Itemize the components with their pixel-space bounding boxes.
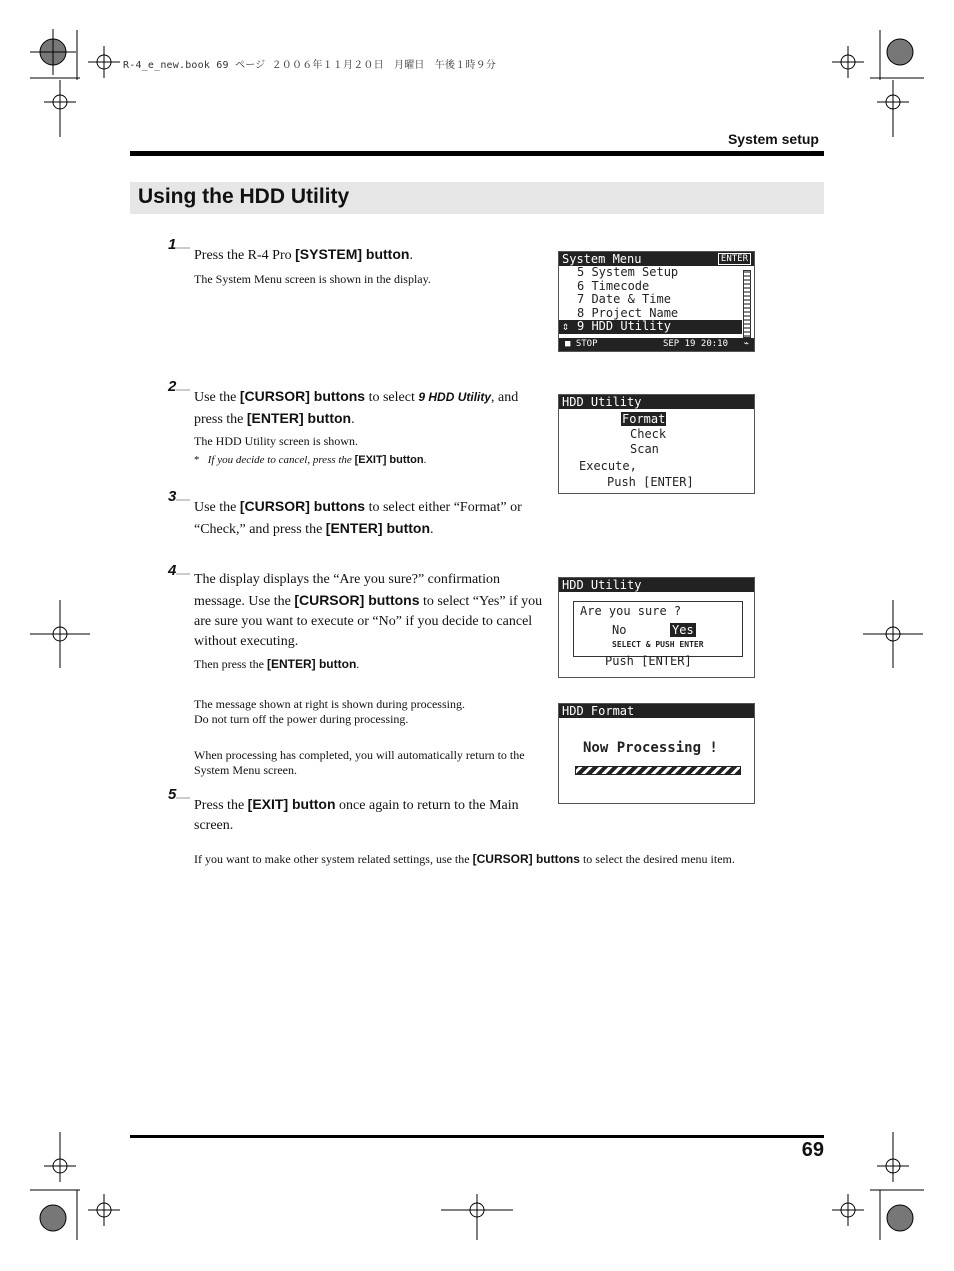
lcd-scrollbar: [743, 270, 751, 338]
push-enter-label: Push [ENTER]: [605, 654, 692, 668]
menu-item: [559, 320, 742, 334]
no-option: No: [612, 623, 627, 637]
lcd-hdd-utility: [558, 394, 755, 494]
complete-note: When processing has completed, you will automatically return to the System Menu screen.: [194, 748, 525, 777]
step-marker-icon: [168, 566, 190, 576]
step-3-text: Use the [CURSOR] buttons to select either “Format” or “Check,” and press the [ENTER] button.: [194, 498, 522, 537]
up-down-arrow-icon: ⇕: [562, 319, 570, 333]
bottom-rule: [130, 1135, 824, 1138]
step-number: 4: [168, 562, 177, 579]
option-check: Check: [630, 427, 667, 441]
lcd-status-bar: [559, 338, 754, 351]
page-title: Using the HDD Utility: [138, 185, 350, 208]
lcd-confirm: [558, 577, 755, 678]
lcd-menu-list: [559, 266, 754, 334]
lcd-option-list: [559, 409, 754, 457]
confirm-hint: SELECT & PUSH ENTER: [612, 640, 704, 649]
top-rule: [130, 151, 824, 156]
lcd-title-bar: HDD Utility: [559, 395, 754, 409]
lcd-processing: [558, 703, 755, 804]
progress-bar: [575, 766, 741, 775]
step-number: 5: [168, 786, 177, 803]
yes-option: Yes: [672, 623, 694, 637]
page-number: 69: [801, 1139, 824, 1161]
execute-label: Execute,: [579, 459, 637, 473]
step-4-then: Then press the [ENTER] button.: [194, 657, 360, 671]
lcd-title-bar: System Menu ENTER: [559, 252, 754, 266]
menu-item: 7 Date & Time: [577, 292, 671, 306]
step-number: 3: [168, 488, 177, 505]
status-datetime: SEP 19 20:10: [662, 339, 728, 349]
menu-item: 5 System Setup: [577, 265, 679, 279]
step-marker-icon: [168, 240, 190, 250]
step-marker-icon: [168, 492, 190, 502]
step-2-caution: * If you decide to cancel, press the [EXIT] button.: [194, 454, 427, 466]
lcd-title-bar: HDD Utility: [559, 578, 754, 592]
step-2-note: The HDD Utility screen is shown.: [194, 434, 358, 448]
footer-note: If you want to make other system related settings, use the [CURSOR] buttons to select the desired menu item.: [194, 852, 735, 866]
option-scan: Scan: [630, 442, 659, 456]
step-2-text: Use the [CURSOR] buttons to select 9 HDD Utility, and press the [ENTER] button.: [194, 388, 519, 427]
step-4-text: The display displays the “Are you sure?” confirmation message. Use the [CURSOR] buttons to select “Yes” if you are sure you want to execute or “No” if you decide to cancel without executing.: [194, 572, 543, 649]
enter-badge: ENTER: [718, 253, 751, 265]
step-1-text: Press the R-4 Pro [SYSTEM] button.: [194, 246, 413, 263]
step-marker-icon: [168, 382, 190, 392]
confirm-dialog: [573, 601, 743, 657]
menu-item: 8 Project Name: [577, 305, 679, 320]
processing-note: The message shown at right is shown during processing. Do not turn off the power during processing.: [194, 697, 465, 726]
file-info: R-4_e_new.book 69 ページ ２００６年１１月２０日 月曜日 午後１時９分: [123, 60, 496, 71]
push-enter-label: Push [ENTER]: [607, 475, 694, 489]
lcd-system-menu: [558, 251, 755, 352]
processing-message: Now Processing !: [583, 740, 718, 756]
step-marker-icon: [168, 790, 190, 800]
section-label: System setup: [727, 131, 819, 147]
step-number: 1: [168, 236, 177, 253]
lcd-title-bar: HDD Format: [559, 704, 754, 718]
step-number: 2: [168, 378, 177, 395]
step-1-note: The System Menu screen is shown in the display.: [194, 272, 431, 286]
option-format: Format: [622, 412, 666, 426]
menu-item: 6 Timecode: [577, 278, 650, 293]
power-plug-icon: ⌁: [743, 339, 749, 349]
status-stop: ■ STOP: [565, 339, 598, 349]
menu-item-label: 9 HDD Utility: [577, 319, 671, 333]
step-5-text: Press the [EXIT] button once again to return to the Main screen.: [194, 796, 519, 833]
confirm-question: Are you sure ?: [580, 604, 682, 618]
